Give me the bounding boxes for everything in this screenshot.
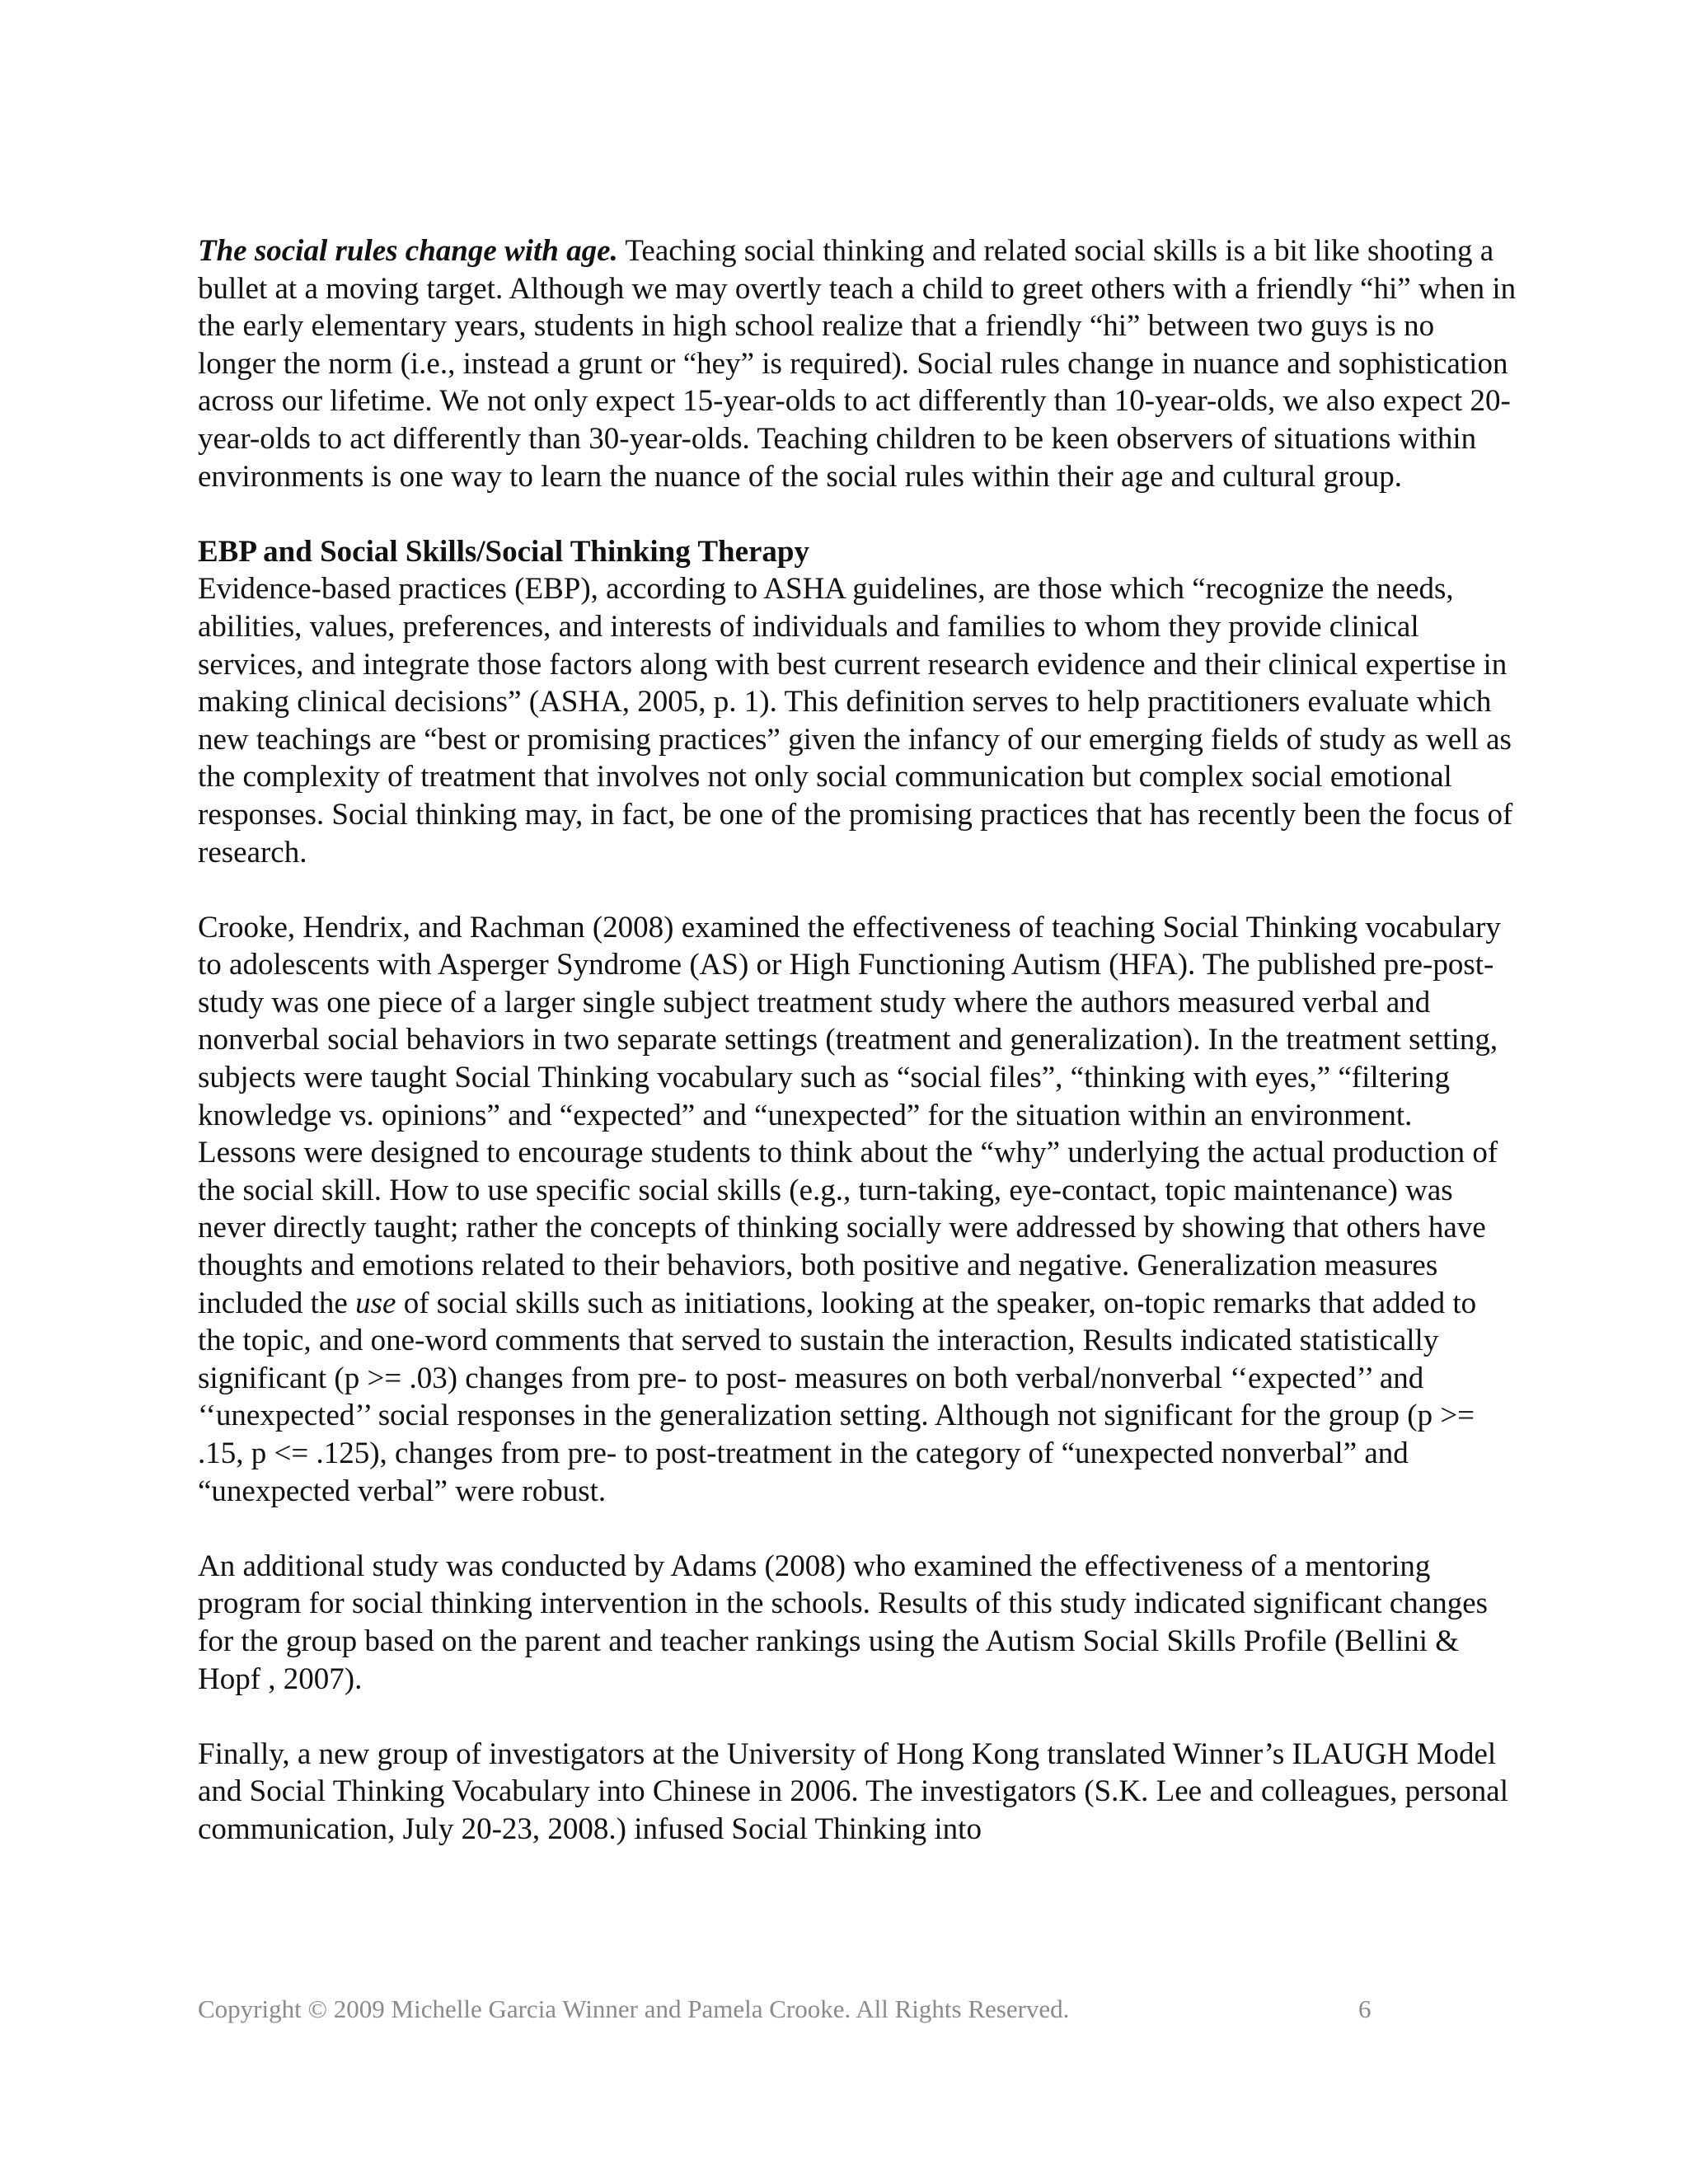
paragraph-crooke-study bbox=[198, 909, 1517, 1511]
paragraph-text: Teaching social thinking and related social skills is a bit like shooting a bullet at a moving target. Although we may overtly teach a child to greet others with a friendly “hi” when in the early elementary years, students in high school realize that a friendly “hi” between two guys is no longer the norm (i.e., instead a grunt or “hey” is required). Social rules change in nuance and sophistication across our lifetime. We not only expect 15-year-olds to act differently than 10-year-olds, we also expect 20-year-olds to act differently than 30-year-olds. Teaching children to be keen observers of situations within environments is one way to learn the nuance of the social rules within their age and cultural group. bbox=[198, 234, 1517, 494]
paragraph-text: of social skills such as initiations, looking at the speaker, on-topic remarks that added to the topic, and one-word comments that served to sustain the interaction, Results indicated statistically significant (p >= .03) changes from pre- to post- measures on both verbal/nonverbal ‘‘expected’’ and ‘‘unexpected’’ social responses in the generalization setting. Although not significant for the group (p >= .15, p <= .125), changes from pre- to post-treatment in the category of “unexpected nonverbal” and “unexpected verbal” were robust. bbox=[198, 1286, 1477, 1508]
paragraph-lead: The social rules change with age. bbox=[198, 234, 618, 268]
copyright-notice: Copyright © 2009 Michelle Garcia Winner and Pamela Crooke. All Rights Reserved. bbox=[198, 1994, 1070, 2023]
page-number: 6 bbox=[1358, 1994, 1372, 2023]
paragraph-hong-kong-study: Finally, a new group of investigators at the University of Hong Kong translated Winner’s ILAUGH Model and Social Thinking Vocabulary into Chinese in 2006. The investigators (S.K. Lee and colleagues, personal communication, July 20-23, 2008.) infused Social Thinking into bbox=[198, 1736, 1509, 1846]
italic-term: use bbox=[355, 1286, 396, 1320]
section-heading: EBP and Social Skills/Social Thinking Therapy bbox=[198, 534, 810, 569]
paragraph-ebp-definition: Evidence-based practices (EBP), according to ASHA guidelines, are those which “recognize the needs, abilities, values, preferences, and interests of individuals and families to whom they provide clinical services, and integrate those factors along with best current research evidence and their clinical expertise in making clinical decisions” (ASHA, 2005, p. 1). This definition serves to help practitioners evaluate which new teachings are “best or promising practices” given the infancy of our emerging fields of study as well as the complexity of treatment that involves not only social communication but complex social emotional responses. Social thinking may, in fact, be one of the promising practices that has recently been the focus of research. bbox=[198, 572, 1513, 869]
page-footer bbox=[198, 1994, 1385, 2024]
page-body bbox=[198, 232, 1517, 1849]
paragraph-text: Crooke, Hendrix, and Rachman (2008) examined the effectiveness of teaching Social Thinking vocabulary to adolescents with Asperger Syndrome (AS) or High Functioning Autism (HFA). The published pre-post-study was one piece of a larger single subject treatment study where the authors measured verbal and nonverbal social behaviors in two separate settings (treatment and generalization). In the treatment setting, subjects were taught Social Thinking vocabulary such as “social files”, “thinking with eyes,” “filtering knowledge vs. opinions” and “expected” and “unexpected” for the situation within an environment. Lessons were designed to encourage students to think about the “why” underlying the actual production of the social skill. How to use specific social skills (e.g., turn-taking, eye-contact, topic maintenance) was never directly taught; rather the concepts of thinking socially were addressed by showing that others have thoughts and emotions related to their behaviors, both positive and negative. Generalization measures included the bbox=[198, 910, 1501, 1320]
paragraph-adams-study: An additional study was conducted by Adams (2008) who examined the effectiveness of a mentoring program for social thinking intervention in the schools. Results of this study indicated significant changes for the group based on the parent and teacher rankings using the Autism Social Skills Profile (Bellini & Hopf , 2007). bbox=[198, 1549, 1489, 1696]
paragraph-social-rules bbox=[198, 232, 1517, 495]
